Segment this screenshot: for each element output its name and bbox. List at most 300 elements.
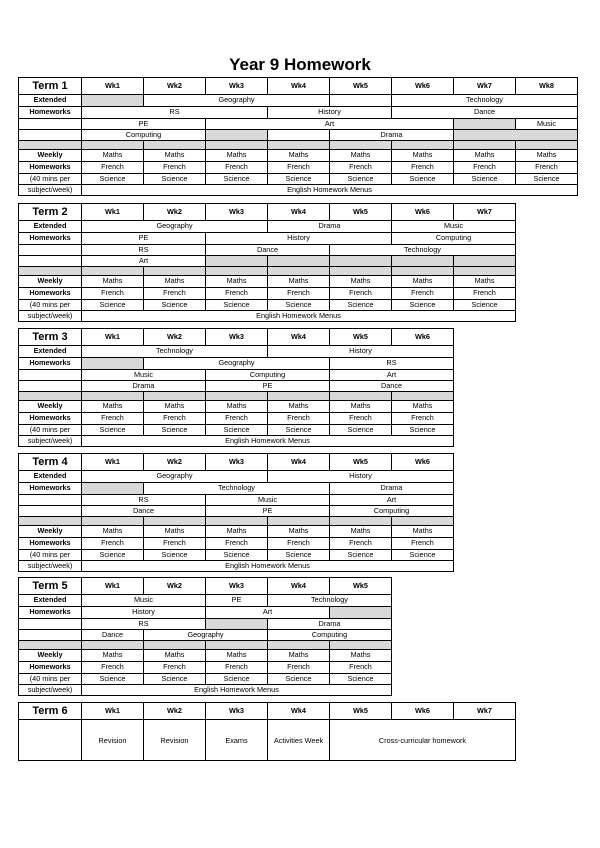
extended-row bbox=[19, 129, 578, 140]
subject-cell: French bbox=[392, 537, 454, 549]
subject-cell: Science bbox=[144, 424, 206, 435]
separator-cell bbox=[144, 391, 206, 400]
separator-cell bbox=[268, 640, 330, 649]
subject-cell: French bbox=[330, 161, 392, 173]
separator-cell bbox=[19, 391, 82, 400]
extended-label bbox=[19, 244, 82, 255]
weekly-row bbox=[19, 275, 516, 287]
weekly-label: Homeworks bbox=[19, 412, 82, 424]
term-table bbox=[18, 453, 454, 572]
extended-label: Homeworks bbox=[19, 606, 82, 618]
separator-cell bbox=[392, 391, 454, 400]
extended-label: Homeworks bbox=[19, 106, 82, 118]
subject-cell: Maths bbox=[392, 400, 454, 412]
subject-cell: Technology bbox=[392, 95, 578, 107]
english-menus-cell: English Homework Menus bbox=[82, 310, 516, 321]
empty-cell bbox=[206, 618, 268, 629]
subject-cell: French bbox=[82, 287, 144, 299]
extended-label bbox=[19, 129, 82, 140]
week-header: Wk6 bbox=[392, 329, 454, 346]
subject-cell: Geography bbox=[144, 95, 330, 107]
subject-cell: French bbox=[206, 287, 268, 299]
empty-cell bbox=[330, 606, 392, 618]
english-menus-cell: English Homework Menus bbox=[82, 684, 392, 695]
subject-cell: Maths bbox=[454, 275, 516, 287]
weekly-label: (40 mins per bbox=[19, 299, 82, 310]
week-header: Wk2 bbox=[144, 454, 206, 471]
week-header: Wk4 bbox=[268, 454, 330, 471]
extended-row bbox=[19, 471, 454, 483]
subject-cell: Maths bbox=[144, 149, 206, 161]
activities-row bbox=[19, 720, 516, 761]
subject-cell: RS bbox=[82, 244, 206, 255]
week-header: Wk4 bbox=[268, 78, 330, 95]
empty-cell bbox=[454, 118, 516, 129]
subject-cell: Maths bbox=[206, 525, 268, 537]
separator-cell bbox=[516, 140, 578, 149]
subject-cell: Geography bbox=[144, 357, 330, 369]
separator-cell bbox=[82, 140, 144, 149]
week-header: Wk8 bbox=[516, 78, 578, 95]
extended-row bbox=[19, 595, 392, 607]
week-header: Wk7 bbox=[454, 204, 516, 221]
header-row bbox=[19, 204, 516, 221]
term-table bbox=[18, 328, 454, 447]
subject-cell: French bbox=[206, 537, 268, 549]
extended-label: Extended bbox=[19, 471, 82, 483]
empty-cell bbox=[82, 95, 144, 107]
weekly-label: Homeworks bbox=[19, 537, 82, 549]
weekly-row bbox=[19, 400, 454, 412]
subject-cell: RS bbox=[82, 494, 206, 505]
subject-cell: Science bbox=[144, 173, 206, 184]
subject-cell: Maths bbox=[268, 400, 330, 412]
subject-cell: RS bbox=[82, 618, 206, 629]
separator-cell bbox=[330, 266, 392, 275]
extended-label: Homeworks bbox=[19, 482, 82, 494]
week-header: Wk2 bbox=[144, 703, 206, 720]
separator-cell bbox=[268, 266, 330, 275]
term-name: Term 5 bbox=[19, 578, 82, 595]
separator-row bbox=[19, 140, 578, 149]
extended-label bbox=[19, 369, 82, 380]
separator-cell bbox=[19, 640, 82, 649]
weekly-label: Weekly bbox=[19, 649, 82, 661]
subject-cell: Science bbox=[206, 549, 268, 560]
weekly-row bbox=[19, 412, 454, 424]
weekly-row bbox=[19, 537, 454, 549]
extended-row bbox=[19, 629, 392, 640]
english-menus-cell: English Homework Menus bbox=[82, 184, 578, 195]
weekly-label: Homeworks bbox=[19, 287, 82, 299]
subject-cell: Science bbox=[268, 299, 330, 310]
subject-cell: French bbox=[206, 161, 268, 173]
subject-cell: Science bbox=[82, 173, 144, 184]
week-header: Wk7 bbox=[454, 703, 516, 720]
week-header: Wk6 bbox=[392, 204, 454, 221]
separator-cell bbox=[454, 140, 516, 149]
extended-row bbox=[19, 106, 578, 118]
subject-cell: Science bbox=[82, 299, 144, 310]
subject-cell: Maths bbox=[330, 275, 392, 287]
subject-cell: French bbox=[454, 161, 516, 173]
header-row bbox=[19, 703, 516, 720]
week-header: Wk1 bbox=[82, 454, 144, 471]
subject-cell: Maths bbox=[206, 400, 268, 412]
subject-cell: French bbox=[82, 537, 144, 549]
subject-cell: History bbox=[268, 346, 454, 358]
weekly-label: Homeworks bbox=[19, 661, 82, 673]
weekly-label: subject/week) bbox=[19, 684, 82, 695]
subject-cell: French bbox=[144, 537, 206, 549]
subject-cell: French bbox=[144, 161, 206, 173]
extended-row bbox=[19, 369, 454, 380]
page-title: Year 9 Homework bbox=[229, 55, 371, 74]
subject-cell: PE bbox=[206, 380, 330, 391]
extended-label bbox=[19, 118, 82, 129]
subject-cell: Geography bbox=[144, 629, 268, 640]
week-header: Wk2 bbox=[144, 578, 206, 595]
subject-cell: French bbox=[82, 161, 144, 173]
week-header: Wk3 bbox=[206, 329, 268, 346]
extended-row bbox=[19, 357, 454, 369]
extended-row bbox=[19, 244, 516, 255]
subject-cell: Science bbox=[206, 424, 268, 435]
subject-cell: Science bbox=[268, 673, 330, 684]
subject-cell: French bbox=[268, 537, 330, 549]
subject-cell: French bbox=[268, 661, 330, 673]
extended-row bbox=[19, 482, 454, 494]
subject-cell: French bbox=[206, 661, 268, 673]
subject-cell: Science bbox=[454, 173, 516, 184]
separator-cell bbox=[268, 516, 330, 525]
term-table bbox=[18, 702, 516, 761]
subject-cell: French bbox=[330, 412, 392, 424]
extended-label bbox=[19, 494, 82, 505]
subject-cell: Science bbox=[144, 299, 206, 310]
empty-cell bbox=[206, 129, 268, 140]
separator-cell bbox=[82, 266, 144, 275]
subject-cell: Dance bbox=[330, 380, 454, 391]
subject-cell: French bbox=[144, 412, 206, 424]
weekly-row bbox=[19, 649, 392, 661]
empty-cell bbox=[82, 357, 144, 369]
separator-cell bbox=[206, 140, 268, 149]
week-header: Wk3 bbox=[206, 78, 268, 95]
subject-cell: Science bbox=[144, 673, 206, 684]
extended-label: Extended bbox=[19, 95, 82, 107]
label-cell bbox=[19, 720, 82, 761]
extended-row bbox=[19, 606, 392, 618]
weekly-row bbox=[19, 161, 578, 173]
subject-cell: Drama bbox=[82, 380, 206, 391]
subject-cell: Science bbox=[82, 673, 144, 684]
subject-cell: Maths bbox=[82, 525, 144, 537]
subject-cell: Music bbox=[82, 369, 206, 380]
week-header: Wk2 bbox=[144, 329, 206, 346]
subject-cell: Science bbox=[82, 424, 144, 435]
subject-cell: Science bbox=[330, 424, 392, 435]
subject-cell: Maths bbox=[144, 525, 206, 537]
separator-cell bbox=[19, 140, 82, 149]
subject-cell: French bbox=[392, 412, 454, 424]
subject-cell: Maths bbox=[454, 149, 516, 161]
subject-cell: French bbox=[392, 161, 454, 173]
term-name: Term 2 bbox=[19, 204, 82, 221]
subject-cell: Technology bbox=[330, 244, 516, 255]
activity-cell: Exams bbox=[206, 720, 268, 761]
empty-cell bbox=[454, 255, 516, 266]
weekly-label: subject/week) bbox=[19, 310, 82, 321]
subject-cell: Computing bbox=[392, 232, 516, 244]
term-table bbox=[18, 577, 392, 696]
term-table bbox=[18, 203, 516, 322]
subject-cell: Technology bbox=[144, 482, 330, 494]
english-row bbox=[19, 435, 454, 446]
subject-cell: Computing bbox=[330, 505, 454, 516]
extended-row bbox=[19, 95, 578, 107]
extended-label bbox=[19, 629, 82, 640]
subject-cell: Maths bbox=[82, 400, 144, 412]
subject-cell: French bbox=[330, 537, 392, 549]
subject-cell: Science bbox=[268, 424, 330, 435]
weekly-row bbox=[19, 173, 578, 184]
week-header: Wk3 bbox=[206, 703, 268, 720]
english-row bbox=[19, 560, 454, 571]
separator-cell bbox=[82, 640, 144, 649]
separator-cell bbox=[82, 516, 144, 525]
subject-cell: French bbox=[268, 287, 330, 299]
week-header: Wk5 bbox=[330, 78, 392, 95]
week-header: Wk5 bbox=[330, 454, 392, 471]
header-row bbox=[19, 78, 578, 95]
subject-cell: Science bbox=[206, 299, 268, 310]
subject-cell: Maths bbox=[392, 525, 454, 537]
empty-cell bbox=[82, 482, 144, 494]
subject-cell: Computing bbox=[206, 369, 330, 380]
activity-cell: Revision bbox=[144, 720, 206, 761]
term-name: Term 6 bbox=[19, 703, 82, 720]
activity-cell: Activities Week bbox=[268, 720, 330, 761]
week-header: Wk5 bbox=[330, 204, 392, 221]
subject-cell: French bbox=[206, 412, 268, 424]
separator-cell bbox=[392, 266, 454, 275]
weekly-row bbox=[19, 299, 516, 310]
subject-cell: Science bbox=[268, 173, 330, 184]
separator-cell bbox=[392, 140, 454, 149]
subject-cell: French bbox=[82, 661, 144, 673]
week-header: Wk1 bbox=[82, 78, 144, 95]
empty-cell bbox=[454, 129, 578, 140]
empty-cell bbox=[268, 255, 330, 266]
subject-cell: RS bbox=[330, 357, 454, 369]
separator-row bbox=[19, 640, 392, 649]
extended-label: Extended bbox=[19, 346, 82, 358]
weekly-row bbox=[19, 149, 578, 161]
subject-cell: PE bbox=[206, 505, 330, 516]
weekly-row bbox=[19, 424, 454, 435]
subject-cell: Music bbox=[82, 595, 206, 607]
subject-cell: French bbox=[144, 287, 206, 299]
week-header: Wk3 bbox=[206, 204, 268, 221]
extended-row bbox=[19, 118, 578, 129]
subject-cell: Science bbox=[82, 549, 144, 560]
term-name: Term 1 bbox=[19, 78, 82, 95]
subject-cell: Drama bbox=[268, 618, 392, 629]
separator-row bbox=[19, 266, 516, 275]
subject-cell: French bbox=[330, 287, 392, 299]
extended-label: Extended bbox=[19, 595, 82, 607]
subject-cell: Computing bbox=[82, 129, 206, 140]
header-row bbox=[19, 329, 454, 346]
week-header: Wk6 bbox=[392, 703, 454, 720]
subject-cell: Dance bbox=[82, 505, 206, 516]
subject-cell: Computing bbox=[268, 629, 392, 640]
empty-cell bbox=[330, 255, 392, 266]
weekly-label: (40 mins per bbox=[19, 424, 82, 435]
subject-cell: Drama bbox=[330, 129, 454, 140]
separator-cell bbox=[206, 391, 268, 400]
subject-cell: Maths bbox=[392, 275, 454, 287]
separator-cell bbox=[268, 140, 330, 149]
subject-cell: Maths bbox=[268, 525, 330, 537]
week-header: Wk2 bbox=[144, 78, 206, 95]
subject-cell: Maths bbox=[392, 149, 454, 161]
week-header: Wk4 bbox=[268, 703, 330, 720]
subject-cell: French bbox=[144, 661, 206, 673]
separator-cell bbox=[144, 640, 206, 649]
separator-cell bbox=[392, 516, 454, 525]
extended-label bbox=[19, 380, 82, 391]
subject-cell: Maths bbox=[206, 149, 268, 161]
week-header: Wk4 bbox=[268, 204, 330, 221]
subject-cell: Maths bbox=[330, 149, 392, 161]
subject-cell: Geography bbox=[82, 471, 268, 483]
subject-cell: Science bbox=[330, 673, 392, 684]
subject-cell: Maths bbox=[516, 149, 578, 161]
subject-cell: History bbox=[268, 106, 392, 118]
weekly-row bbox=[19, 287, 516, 299]
subject-cell: Art bbox=[330, 369, 454, 380]
subject-cell: Technology bbox=[82, 346, 268, 358]
header-row bbox=[19, 578, 392, 595]
header-row bbox=[19, 454, 454, 471]
subject-cell: French bbox=[268, 161, 330, 173]
extended-row bbox=[19, 346, 454, 358]
weekly-row bbox=[19, 549, 454, 560]
subject-cell: Science bbox=[454, 299, 516, 310]
separator-cell bbox=[330, 516, 392, 525]
subject-cell: French bbox=[392, 287, 454, 299]
subject-cell: Maths bbox=[144, 275, 206, 287]
subject-cell: Maths bbox=[330, 400, 392, 412]
subject-cell: PE bbox=[82, 232, 206, 244]
subject-cell: Science bbox=[206, 173, 268, 184]
subject-cell: Art bbox=[206, 118, 454, 129]
weekly-row bbox=[19, 661, 392, 673]
subject-cell: Maths bbox=[206, 275, 268, 287]
weekly-label: Weekly bbox=[19, 525, 82, 537]
week-header: Wk7 bbox=[454, 78, 516, 95]
activity-cell: Cross-curricular homework bbox=[330, 720, 516, 761]
separator-cell bbox=[330, 391, 392, 400]
empty-cell bbox=[330, 95, 392, 107]
subject-cell: Dance bbox=[82, 629, 144, 640]
weekly-label: (40 mins per bbox=[19, 673, 82, 684]
subject-cell: Dance bbox=[392, 106, 578, 118]
subject-cell: Maths bbox=[82, 649, 144, 661]
separator-row bbox=[19, 516, 454, 525]
extended-row bbox=[19, 255, 516, 266]
subject-cell: Maths bbox=[268, 275, 330, 287]
weekly-label: Homeworks bbox=[19, 161, 82, 173]
subject-cell: Science bbox=[516, 173, 578, 184]
subject-cell: Maths bbox=[144, 400, 206, 412]
weekly-row bbox=[19, 525, 454, 537]
weekly-label: Weekly bbox=[19, 275, 82, 287]
subject-cell: Drama bbox=[268, 221, 392, 233]
separator-cell bbox=[19, 516, 82, 525]
subject-cell: Science bbox=[206, 673, 268, 684]
empty-cell bbox=[268, 129, 330, 140]
separator-cell bbox=[144, 516, 206, 525]
week-header: Wk2 bbox=[144, 204, 206, 221]
week-header: Wk6 bbox=[392, 78, 454, 95]
subject-cell: Art bbox=[206, 606, 330, 618]
subject-cell: Technology bbox=[268, 595, 392, 607]
subject-cell: Art bbox=[330, 494, 454, 505]
subject-cell: RS bbox=[82, 106, 268, 118]
week-header: Wk1 bbox=[82, 204, 144, 221]
separator-cell bbox=[206, 266, 268, 275]
separator-cell bbox=[330, 140, 392, 149]
weekly-label: subject/week) bbox=[19, 560, 82, 571]
extended-row bbox=[19, 232, 516, 244]
subject-cell: Maths bbox=[82, 275, 144, 287]
subject-cell: Science bbox=[144, 549, 206, 560]
week-header: Wk1 bbox=[82, 578, 144, 595]
term-name: Term 3 bbox=[19, 329, 82, 346]
separator-cell bbox=[206, 640, 268, 649]
subject-cell: Science bbox=[330, 173, 392, 184]
english-row bbox=[19, 184, 578, 195]
subject-cell: PE bbox=[206, 595, 268, 607]
subject-cell: Maths bbox=[268, 149, 330, 161]
subject-cell: Music bbox=[206, 494, 330, 505]
subject-cell: Drama bbox=[330, 482, 454, 494]
english-row bbox=[19, 310, 516, 321]
subject-cell: French bbox=[516, 161, 578, 173]
weekly-label: Weekly bbox=[19, 400, 82, 412]
separator-cell bbox=[268, 391, 330, 400]
separator-cell bbox=[454, 266, 516, 275]
subject-cell: French bbox=[454, 287, 516, 299]
week-header: Wk4 bbox=[268, 329, 330, 346]
subject-cell: History bbox=[82, 606, 206, 618]
subject-cell: Geography bbox=[82, 221, 268, 233]
subject-cell: Maths bbox=[206, 649, 268, 661]
week-header: Wk1 bbox=[82, 703, 144, 720]
weekly-label: (40 mins per bbox=[19, 173, 82, 184]
separator-cell bbox=[330, 640, 392, 649]
empty-cell bbox=[392, 255, 454, 266]
subject-cell: Science bbox=[268, 549, 330, 560]
english-menus-cell: English Homework Menus bbox=[82, 560, 454, 571]
extended-label bbox=[19, 618, 82, 629]
weekly-label: Weekly bbox=[19, 149, 82, 161]
subject-cell: Science bbox=[392, 549, 454, 560]
subject-cell: French bbox=[268, 412, 330, 424]
